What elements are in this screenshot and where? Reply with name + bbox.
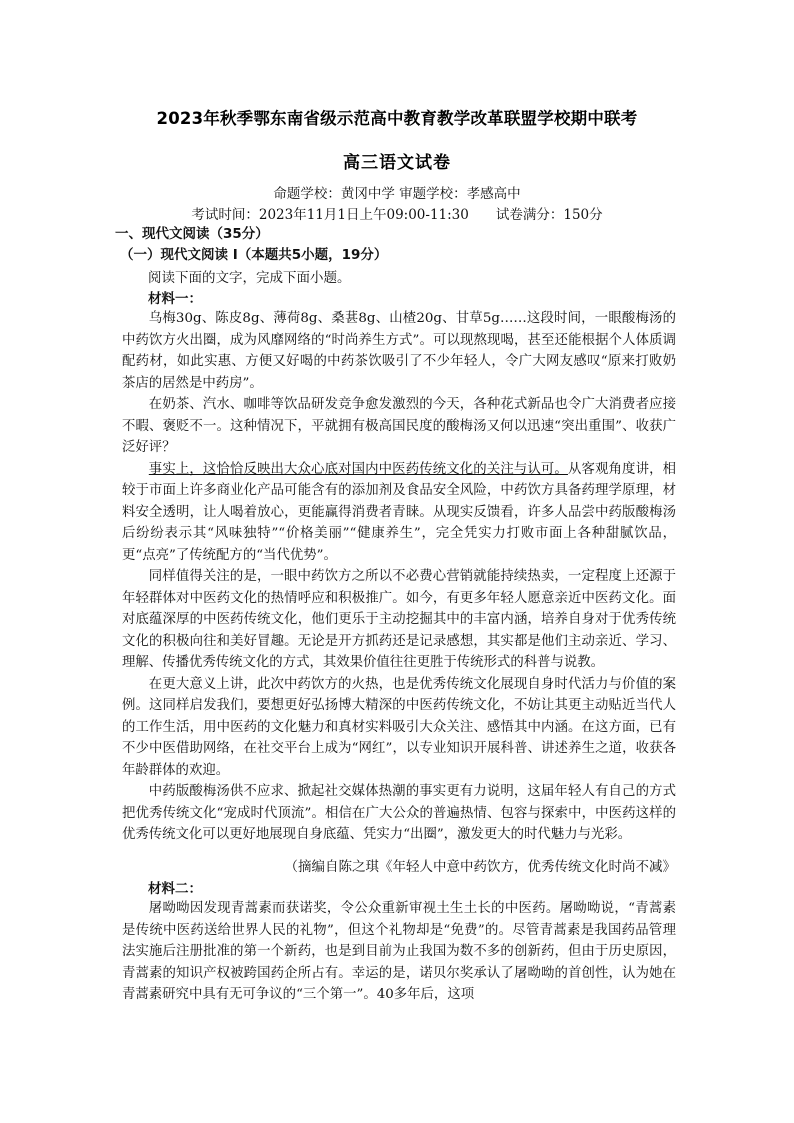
- material-one-body: [122, 308, 676, 846]
- material-two-label: 材料二：: [148, 881, 202, 897]
- material-two-body: [122, 898, 676, 1006]
- underlined-sentence: 事实上，这恰恰反映出大众心底对国内中医药传统文化的关注与认可。: [148, 461, 568, 477]
- exam-time-score: 考试时间：2023年11月1日上午09:00-11:30 试卷满分：150分: [191, 207, 603, 223]
- paragraph: 同样值得关注的是，一眼中药饮方之所以不必费心营销就能持续热卖，一定程度上还源于年轻群体对中医药文化的热情呼应和积极推广。如今，有更多年轻人愿意亲近中医药文化。面对底蕴深厚的中医药传统文化，他们更乐于主动挖掘其中的丰富内涵，培养自身对于优秀传统文化的积极向往和美好冒趣。无论是开方抓药还是记录感想，其实都是他们主动亲近、学习、理解、传播优秀传统文化的方式，其效果价值往往更胜于传统形式的科普与说教。: [122, 569, 676, 670]
- exam-schools: 命题学校：黄冈中学 审题学校：孝感高中: [273, 186, 521, 202]
- paragraph: [122, 459, 676, 567]
- subsection-heading: （一）现代文阅读 I（本题共5小题，19分）: [120, 247, 388, 263]
- paragraph: 在更大意义上讲，此次中药饮方的火热，也是优秀传统文化展现自身时代活力与价值的案例。这同样启发我们，要想更好弘扬博大精深的中医药传统文化，不妨让其更主动贴近当代人的工作生活，用中医药的文化魅力和真材实料吸引大众关注、感悟其中内涵。在这方面，已有不少中医借助网络，在社交平台上成为“网红”，以专业知识开展科普、讲述养生之道，收获各年龄群体的欢迎。: [122, 676, 676, 778]
- paragraph: 乌梅30g、陈皮8g、薄荷8g、桑葚8g、山楂20g、甘草5g……这段时间，一眼酸梅汤的中药饮方火出圈，成为风靡网络的“时尚养生方式”。可以现熬现喝，甚至还能根据个人体质调配药材，如此实惠、方便又好喝的中药茶饮吸引了不少年轻人，令广大网友感叹“原来打败奶茶店的居然是中药房”。: [122, 311, 676, 391]
- material-one-label: 材料一：: [148, 291, 202, 307]
- paragraph-rest: 从客观角度讲，相较于市面上许多商业化产品可能含有的添加剂及食品安全风险，中药饮方具备药理学原理，材料安全透明，让人喝着放心，更能赢得消费者青睐。从现实反馈看，许多人品尝中药版酸梅汤后纷纷表示其“风味独特”“价格美丽”“健康养生”，完全凭实力打败市面上各种甜腻饮品，更“点亮”了传统配方的“当代优势”。: [122, 461, 677, 563]
- exam-title: 2023年秋季鄂东南省级示范高中教育教学改革联盟学校期中联考: [156, 109, 638, 128]
- paragraph: 中药版酸梅汤供不应求、掀起社交媒体热潮的事实更有力说明，这届年轻人有自己的方式把优秀传统文化“宠成时代顶流”。相信在广大公众的普遍热情、包容与探索中，中医药这样的优秀传统文化可以更好地展现自身底蕴、凭实力“出圈”，激发更大的时代魅力与光彩。: [122, 784, 676, 842]
- section-heading: 一、现代文阅读（35分）: [115, 226, 269, 242]
- paragraph: 屠呦呦因发现青蒿素而获诺奖，令公众重新审视土生土长的中医药。屠呦呦说，“青蒿素是传统中医药送给世界人民的礼物”，但这个礼物却是“免费”的。尽管青蒿素是我国药品管理法实施后注册批准的第一个新药，也是到目前为止我国为数不多的创新药，但由于历史原因，青蒿素的知识产权被跨国药企所占有。幸运的是，诺贝尔奖承认了屠呦呦的首创性，认为她在青蒿素研究中具有无可争议的“三个第一”。40多年后，这项: [122, 901, 676, 1002]
- exam-subtitle: 高三语文试卷: [343, 153, 451, 173]
- instruction-text: 阅读下面的文字，完成下面小题。: [148, 270, 351, 286]
- material-one-source: （摘编自陈之琪《年轻人中意中药饮方，优秀传统文化时尚不减》: [284, 859, 676, 875]
- paragraph: 在奶茶、汽水、咖啡等饮品研发竞争愈发激烈的今天，各种花式新品也令广大消费者应接不暇、褒贬不一。这种情况下，平就拥有极高国民度的酸梅汤又何以迅速“突出重围”、收获广泛好评？: [122, 397, 676, 455]
